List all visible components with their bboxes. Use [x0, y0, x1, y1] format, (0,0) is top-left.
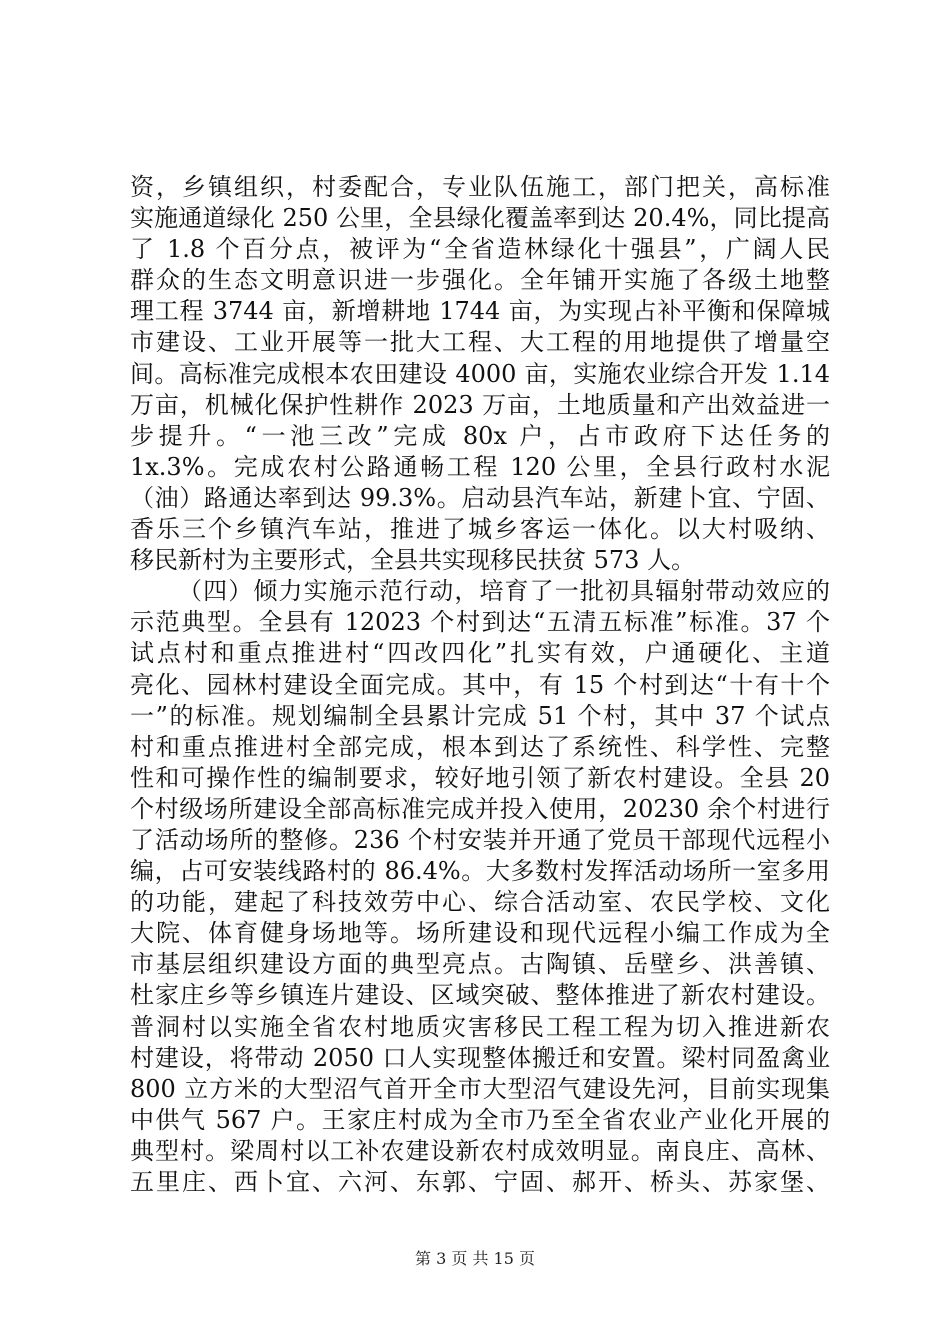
text-line: 资，乡镇组织，村委配合，专业队伍施工，部门把关，高标准: [130, 173, 830, 201]
body-text: [130, 172, 830, 1198]
page-footer: 第 3 页 共 15 页: [415, 1249, 535, 1268]
text-line: 了活动场所的整修。236 个村安装并开通了党员干部现代远程小: [130, 825, 830, 854]
text-line: 万亩，机械化保护性耕作 2023 万亩，土地质量和产出效益进一: [130, 390, 830, 419]
text-line: 中供气 567 户。王家庄村成为全市乃至全省农业产业化开展的: [130, 1105, 830, 1134]
text-line: 实施通道绿化 250 公里，全县绿化覆盖率到达 20.4%，同比提高: [130, 204, 830, 233]
text-line: 的功能，建起了科技效劳中心、综合活动室、农民学校、文化: [130, 888, 830, 917]
text-line: 试点村和重点推进村“四改四化”扎实有效，户通硬化、主道: [130, 639, 830, 668]
text-line: 五里庄、西卜宜、六河、东郭、宁固、郝开、桥头、苏家堡、: [130, 1168, 830, 1196]
text-line: 村建设，将带动 2050 口人实现整体搬迁和安置。梁村同盈禽业: [130, 1043, 830, 1072]
text-line: 普洞村以实施全省农村地质灾害移民工程工程为切入推进新农: [130, 1012, 830, 1041]
text-line: 编，占可安装线路村的 86.4%。大多数村发挥活动场所一室多用: [130, 857, 830, 886]
text-line: 1x.3%。完成农村公路通畅工程 120 公里，全县行政村水泥: [130, 452, 830, 481]
text-line: 香乐三个乡镇汽车站，推进了城乡客运一体化。以大村吸纳、: [130, 515, 830, 544]
text-line: 市基层组织建设方面的典型亮点。古陶镇、岳壁乡、洪善镇、: [130, 950, 830, 979]
text-line: 市建设、工业开展等一批大工程、大工程的用地提供了增量空: [130, 328, 830, 357]
text-line: 个村级场所建设全部高标准完成并投入使用，20230 余个村进行: [130, 794, 830, 823]
text-line: 步提升。“一池三改”完成 80x 户，占市政府下达任务的: [130, 421, 830, 450]
text-line: 性和可操作性的编制要求，较好地引领了新农村建设。全县 20: [130, 763, 830, 792]
text-line: 理工程 3744 亩，新增耕地 1744 亩，为实现占补平衡和保障城: [130, 297, 830, 326]
text-line: （油）路通达率到达 99.3%。启动县汽车站，新建卜宜、宁固、: [130, 483, 830, 512]
text-line: 了 1.8 个百分点，被评为“全省造林绿化十强县”，广阔人民: [130, 235, 830, 264]
text-line: 移民新村为主要形式，全县共实现移民扶贫 573 人。: [130, 546, 696, 575]
text-line: 村和重点推进村全部完成，根本到达了系统性、科学性、完整: [130, 732, 830, 761]
text-line: 大院、体育健身场地等。场所建设和现代远程小编工作成为全: [130, 919, 830, 948]
text-line: 800 立方米的大型沼气首开全市大型沼气建设先河，目前实现集: [130, 1074, 830, 1103]
text-line: 典型村。梁周村以工补农建设新农村成效明显。南良庄、高林、: [130, 1136, 830, 1165]
text-line: 一”的标准。规划编制全县累计完成 51 个村，其中 37 个试点: [130, 701, 830, 730]
section-heading-line: （四）倾力实施示范行动，培育了一批初具辐射带动效应的: [178, 577, 830, 606]
text-line: 杜家庄乡等乡镇连片建设、区域突破、整体推进了新农村建设。: [130, 981, 830, 1010]
text-line: 亮化、园林村建设全面完成。其中，有 15 个村到达“十有十个: [130, 670, 830, 699]
text-line: 间。高标准完成根本农田建设 4000 亩，实施农业综合开发 1.14: [130, 359, 830, 388]
text-line: 示范典型。全县有 12023 个村到达“五清五标准”标准。37 个: [130, 608, 830, 637]
text-line: 群众的生态文明意识进一步强化。全年铺开实施了各级土地整: [130, 266, 830, 295]
